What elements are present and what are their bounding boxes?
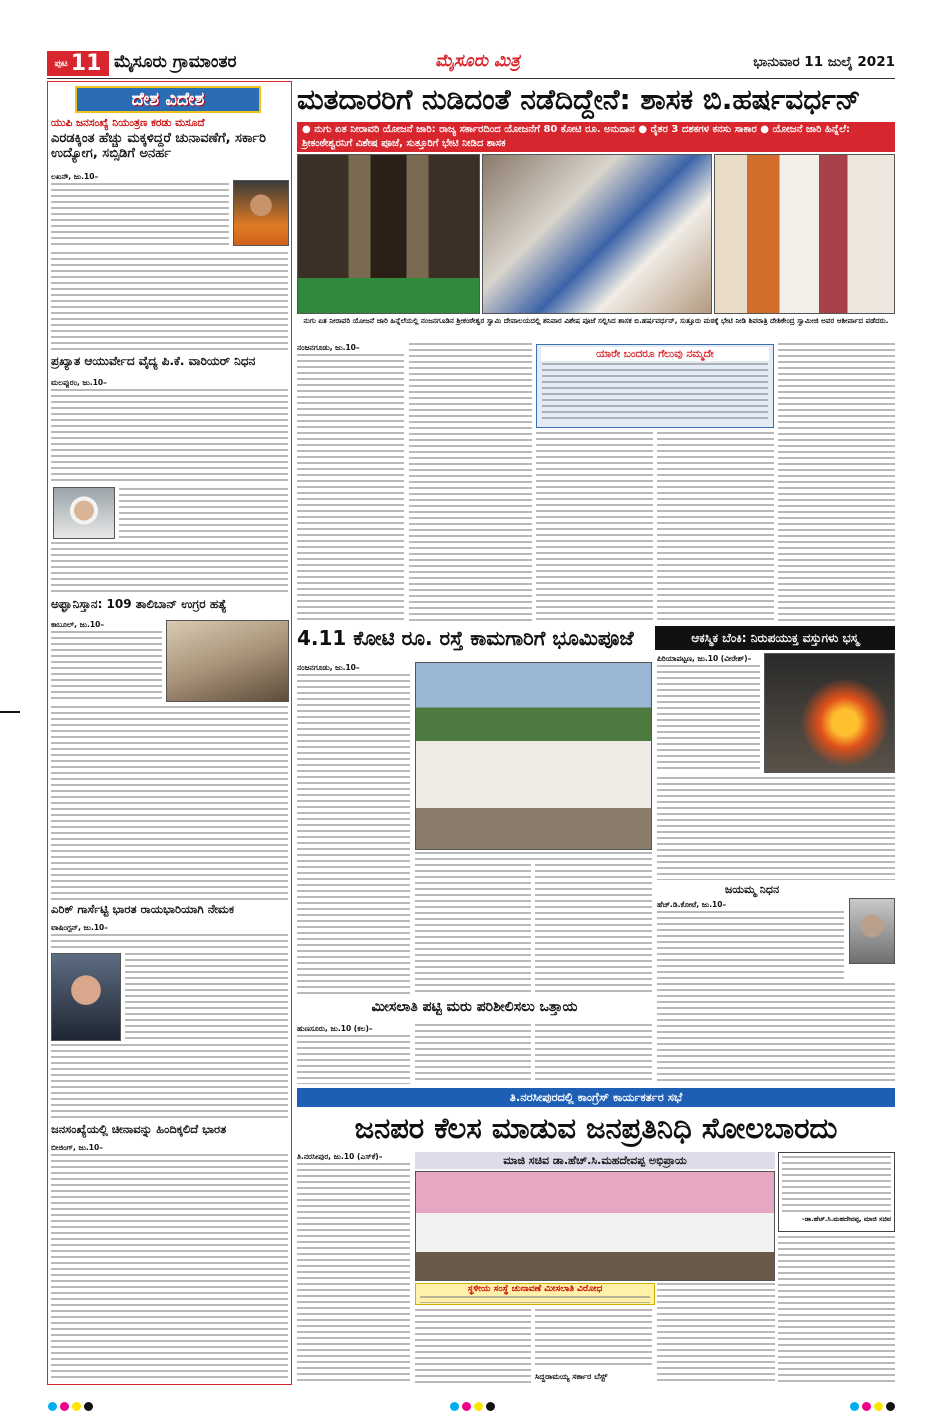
local-body-box-title: ಸ್ಥಳೀಯ ಸಂಸ್ಥೆ ಚುನಾವಣೆ ಮೀಸಲಾತಿ ವಿರೋಧ	[467, 1284, 603, 1294]
lead-body-col5	[778, 343, 895, 622]
article3-headline: ಅಫ್ಘಾನಿಸ್ತಾನ: 109 ತಾಲಿಬಾನ್ ಉಗ್ರರ ಹತ್ಯೆ	[51, 598, 227, 611]
congress-headline: ಜನಪರ ಕೆಲಸ ಮಾಡುವ ಜನಪ್ರತಿನಿಧಿ ಸೋಲಬಾರದು	[354, 1111, 838, 1145]
article1-body	[51, 183, 229, 249]
article3-dateline: ಕಾಬೂಲ್, ಜು.10–	[51, 620, 105, 629]
section-banner-desha-videsha: ದೇಶ ವಿದೇಶ	[75, 86, 261, 113]
yellow-dot-icon	[72, 1402, 81, 1411]
suttur-swamiji-photo	[714, 154, 895, 314]
congress-body-col4	[657, 1283, 775, 1384]
article2-body	[51, 389, 288, 484]
magenta-dot-icon	[60, 1402, 69, 1411]
lead-body-col4	[657, 432, 774, 622]
congress-crosshead: ಸಿದ್ದರಾಮಯ್ಯ ಸರ್ಕಾರ ಬೆಸ್ಟ್	[535, 1372, 608, 1381]
road-photo-caption	[415, 852, 652, 860]
sidebar-box-body	[542, 363, 768, 423]
congress-body-col1	[297, 1163, 410, 1384]
article4-dateline: ವಾಷಿಂಗ್ಟನ್, ಜು.10–	[51, 923, 109, 932]
yellow-dot-icon	[474, 1402, 483, 1411]
highlight-2: ● ರೈತರ 3 ದಶಕಗಳ ಕನಸು ಸಾಕಾರ	[638, 124, 756, 135]
highlight-3: ● ಯೋಜನೆ ಜಾರಿ ಹಿನ್ನೆಲೆ: ಶ್ರೀಕಂಠೇಶ್ವರನಿಗೆ ವಿಶೇಷ ಪೂಜೆ, ಸುತ್ತೂರಿಗೆ ಭೇಟಿ ನೀಡಿದ ಶಾಸಕ	[302, 124, 850, 149]
obituary-body-cont	[657, 983, 895, 1084]
page-number: 11	[70, 51, 102, 76]
road-headline: 4.11 ಕೋಟಿ ರೂ. ರಸ್ತೆ ಕಾಮಗಾರಿಗೆ ಭೂಮಿಪೂಜೆ	[297, 627, 634, 650]
mla-prayer-photo	[482, 154, 712, 314]
black-dot-icon	[84, 1402, 93, 1411]
local-body-box-body	[420, 1296, 650, 1303]
road-dateline: ನಂಜನಗೂಡು, ಜು.10–	[297, 663, 360, 672]
article3-body-cont	[51, 706, 288, 900]
lead-highlights-banner	[297, 122, 895, 152]
road-bhoomi-pooja-photo	[415, 662, 652, 850]
article1-kicker: ಯುಪಿ ಜನಸಂಖ್ಯೆ ನಿಯಂತ್ರಣ ಕರಡು ಮಸೂದೆ	[51, 117, 205, 129]
yogi-adityanath-photo	[233, 180, 289, 246]
obituary-dateline: ಹೆಚ್.ಡಿ.ಕೋಟೆ, ಜು.10–	[657, 900, 727, 909]
article2-dateline: ಮಲಪ್ಪುರಂ, ಜು.10–	[51, 378, 107, 387]
lead-body-col2	[409, 343, 532, 622]
congress-subhead: ಮಾಜಿ ಸಚಿವ ಡಾ.ಹೆಚ್.ಸಿ.ಮಹದೇವಪ್ಪ ಅಭಿಪ್ರಾಯ	[415, 1152, 775, 1169]
black-dot-icon	[486, 1402, 495, 1411]
road-body-col3	[535, 864, 652, 994]
article4-body	[51, 934, 288, 950]
road-body-col1	[297, 674, 410, 994]
reservation-body-col2	[415, 1024, 531, 1084]
congress-dateline: ತಿ.ನರಸೀಪುರ, ಜು.10 (ಎಸ್‌ಕೆ)–	[297, 1152, 383, 1161]
obituary-headline: ಜಯಮ್ಮ ನಿಧನ	[724, 884, 780, 896]
article5-headline: ಜನಸಂಖ್ಯೆಯಲ್ಲಿ ಚೀನಾವನ್ನು ಹಿಂದಿಕ್ಕಲಿದೆ ಭಾರತ	[51, 1123, 227, 1136]
congress-meeting-photo	[415, 1171, 775, 1281]
pk-warrier-photo	[53, 487, 115, 539]
article1-body-cont	[51, 252, 288, 350]
cyan-dot-icon	[48, 1402, 57, 1411]
article1-dateline: ಲಖನೌ, ಜು.10–	[51, 172, 99, 181]
pull-quote-text	[782, 1156, 891, 1214]
highlight-1: ● ನುಗು ಏತ ನೀರಾವರಿ ಯೋಜನೆ ಜಾರಿ: ರಾಜ್ಯ ಸರ್ಕಾರದಿಂದ ಯೋಜನೆಗೆ 80 ಕೋಟಿ ರೂ. ಅನುದಾನ	[302, 124, 635, 135]
article2-body-cont	[119, 488, 288, 538]
article4-body-cont	[125, 953, 288, 1041]
fire-dateline: ಪಿರಿಯಾಪಟ್ಟಣ, ಜು.10 (ವೀರೇಶ್)–	[657, 654, 752, 663]
reservation-body-col1	[297, 1035, 410, 1084]
cyan-dot-icon	[450, 1402, 459, 1411]
congress-body-col2	[415, 1309, 531, 1384]
local-body-box	[415, 1283, 655, 1305]
lead-sidebar-box	[536, 344, 774, 428]
page-label: ಪುಟ	[54, 58, 68, 69]
lead-body-col1	[297, 354, 404, 622]
lead-dateline: ನಂಜನಗೂಡು, ಜು.10–	[297, 343, 360, 352]
congress-body-col3	[535, 1309, 652, 1369]
newspaper-logo: ಮೈಸೂರು ಮಿತ್ರ	[435, 52, 520, 71]
article4-headline: ಎರಿಕ್ ಗಾರ್ಸೆಟ್ಟಿ ಭಾರತ ರಾಯಭಾರಿಯಾಗಿ ನೇಮಕ	[51, 903, 234, 916]
cyan-dot-icon	[850, 1402, 859, 1411]
magenta-dot-icon	[462, 1402, 471, 1411]
eric-garcetti-photo	[51, 953, 121, 1041]
article2-body-end	[51, 542, 288, 594]
black-dot-icon	[886, 1402, 895, 1411]
fire-body-cont	[657, 777, 895, 880]
article4-body-end	[51, 1044, 288, 1120]
masthead-rule	[47, 78, 895, 79]
reservation-dateline: ಹುಣಸೂರು, ಜು.10 (ಕಲ)–	[297, 1024, 373, 1033]
magenta-dot-icon	[862, 1402, 871, 1411]
jayamma-photo	[849, 898, 895, 964]
reservation-body-col3	[535, 1024, 652, 1084]
lead-body-col3	[536, 432, 653, 622]
temple-sanctum-photo	[297, 154, 480, 314]
fire-body-col1	[657, 665, 760, 773]
print-registration-strip	[0, 1398, 945, 1418]
obituary-body	[657, 911, 844, 979]
article5-dateline: ಬೀಜಿಂಗ್, ಜು.10–	[51, 1143, 103, 1152]
congress-body-col5	[778, 1236, 895, 1384]
article3-body	[51, 631, 162, 701]
lead-photo-caption: ನುಗು ಏತ ನೀರಾವರಿ ಯೋಜನೆ ಜಾರಿ ಹಿನ್ನೆಲೆಯಲ್ಲಿ ನಂಜನಗೂಡಿನ ಶ್ರೀಕಂಠೇಶ್ವರ ಸ್ವಾಮಿ ದೇವಾಲಯದಲ್ಲಿ ಶನಿವಾರ ವಿಶೇಷ ಪೂಜೆ ಸಲ್ಲಿಸಿದ ಶಾಸಕ ಬಿ.ಹರ್ಷವರ್ಧನ್, ಸುತ್ತೂರು ಮಠಕ್ಕೆ ಭೇಟಿ ನೀಡಿ ಶಿವರಾತ್ರಿ ದೇಶಿಕೇಂದ್ರ ಸ್ವಾಮೀಜಿ ಅವರ ಆಶೀರ್ವಾದ ಪಡೆದರು.	[303, 316, 889, 325]
reservation-headline: ಮೀಸಲಾತಿ ಪಟ್ಟಿ ಮರು ಪರಿಶೀಲಿಸಲು ಒತ್ತಾಯ	[371, 999, 578, 1015]
road-body-col2	[415, 864, 531, 994]
congress-banner: ತಿ.ನರಸೀಪುರದಲ್ಲಿ ಕಾಂಗ್ರೆಸ್ ಕಾರ್ಯಕರ್ತರ ಸಭೆ	[297, 1088, 895, 1107]
issue-date: ಭಾನುವಾರ 11 ಜುಲೈ 2021	[753, 55, 895, 70]
fire-headline: ಆಕಸ್ಮಿಕ ಬೆಂಕಿ: ನಿರುಪಯುಕ್ತ ವಸ್ತುಗಳು ಭಸ್ಮ	[655, 626, 895, 650]
taliban-photo	[166, 620, 289, 702]
article5-body	[51, 1154, 288, 1382]
sidebar-box-title: ಯಾರೇ ಬಂದರೂ ಗೆಲುವು ನಮ್ಮದೇ	[541, 347, 769, 361]
pull-quote-attribution: -ಡಾ.ಹೆಚ್.ಸಿ.ಮಹದೇವಪ್ಪ, ಮಾಜಿ ಸಚಿವ	[802, 1216, 891, 1223]
fire-photo	[764, 653, 895, 773]
pull-quote-box	[778, 1152, 895, 1232]
registration-mark	[0, 711, 20, 713]
page-number-box	[47, 51, 109, 76]
article1-headline: ಎರಡಕ್ಕಿಂತ ಹೆಚ್ಚು ಮಕ್ಕಳಿದ್ದರೆ ಚುನಾವಣೆಗೆ, ಸರ್ಕಾರಿ ಉದ್ಯೋಗ, ಸಬ್ಸಿಡಿಗೆ ಅನರ್ಹ	[51, 132, 266, 161]
lead-headline: ಮತದಾರರಿಗೆ ನುಡಿದಂತೆ ನಡೆದಿದ್ದೇನೆ: ಶಾಸಕ ಬಿ.ಹರ್ಷವರ್ಧನ್	[297, 84, 861, 116]
yellow-dot-icon	[874, 1402, 883, 1411]
article2-headline: ಪ್ರಖ್ಯಾತ ಆಯುರ್ವೇದ ವೈದ್ಯ ಪಿ.ಕೆ. ವಾರಿಯರ್ ನಿಧನ	[51, 355, 256, 368]
section-name: ಮೈಸೂರು ಗ್ರಾಮಾಂತರ	[114, 53, 237, 72]
